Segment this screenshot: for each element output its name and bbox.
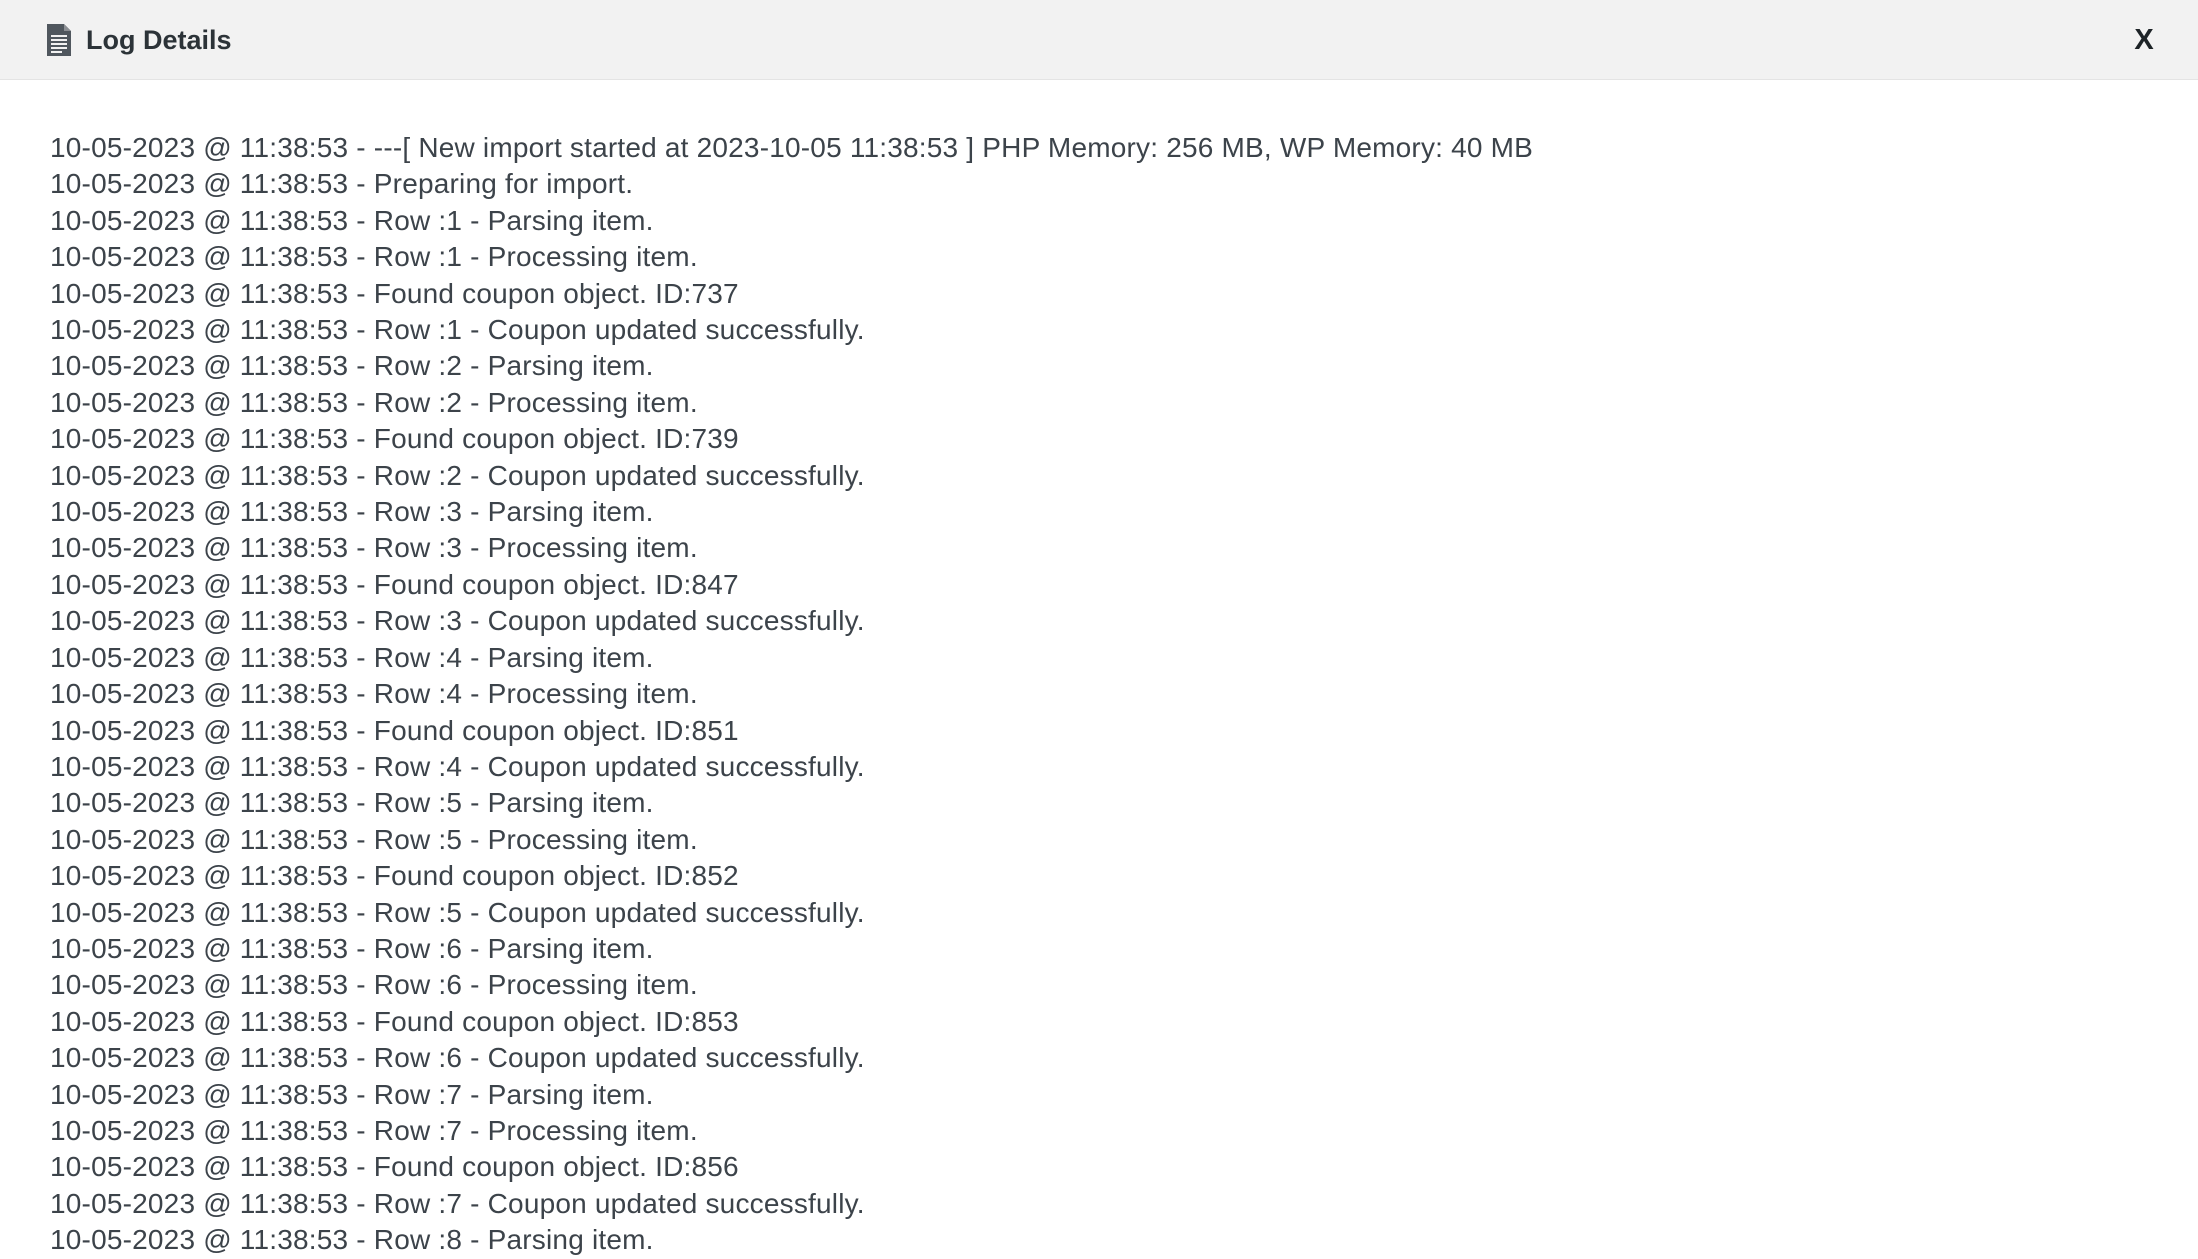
log-content[interactable] [0,80,2198,1256]
log-lines [50,130,2148,1259]
log-line: 10-05-2023 @ 11:38:53 - Row :6 - Processing item. [50,969,698,1001]
document-icon [45,23,73,57]
log-line: 10-05-2023 @ 11:38:53 - Preparing for import. [50,168,634,200]
log-line: 10-05-2023 @ 11:38:53 - Found coupon object. ID:739 [50,423,739,455]
log-line: 10-05-2023 @ 11:38:53 - Row :7 - Coupon updated successfully. [50,1187,865,1219]
log-line: 10-05-2023 @ 11:38:53 - Row :5 - Parsing item. [50,787,654,819]
log-line: 10-05-2023 @ 11:38:53 - Found coupon object. ID:851 [50,714,739,746]
log-line: 10-05-2023 @ 11:38:53 - Found coupon object. ID:737 [50,277,739,309]
log-line: 10-05-2023 @ 11:38:53 - Row :6 - Parsing item. [50,932,654,964]
modal-header [0,0,2198,80]
log-line: 10-05-2023 @ 11:38:53 - Row :4 - Coupon updated successfully. [50,750,865,782]
log-line: 10-05-2023 @ 11:38:53 - Row :4 - Parsing item. [50,641,654,673]
log-line: 10-05-2023 @ 11:38:53 - Row :1 - Coupon updated successfully. [50,314,865,346]
log-line: 10-05-2023 @ 11:38:53 - Row :4 - Processing item. [50,678,698,710]
log-line: 10-05-2023 @ 11:38:53 - Row :6 - Coupon updated successfully. [50,1042,865,1074]
log-line: 10-05-2023 @ 11:38:53 - Row :7 - Parsing item. [50,1078,654,1110]
modal-title: Log Details [86,25,232,55]
close-button[interactable]: X [2134,24,2154,56]
log-line: 10-05-2023 @ 11:38:53 - Row :2 - Parsing item. [50,350,654,382]
log-line: 10-05-2023 @ 11:38:53 - Row :3 - Parsing item. [50,496,654,528]
log-line: 10-05-2023 @ 11:38:53 - Found coupon object. ID:847 [50,568,739,600]
log-line: 10-05-2023 @ 11:38:53 - Row :1 - Parsing item. [50,204,654,236]
log-line: 10-05-2023 @ 11:38:53 - Found coupon object. ID:852 [50,860,739,892]
log-line: 10-05-2023 @ 11:38:53 - ---[ New import started at 2023-10-05 11:38:53 ] PHP Memory: 256 MB, WP Memory: 40 MB [50,132,1534,163]
log-line: 10-05-2023 @ 11:38:53 - Found coupon object. ID:853 [50,1005,739,1037]
log-line: 10-05-2023 @ 11:38:53 - Found coupon object. ID:856 [50,1151,739,1183]
log-line: 10-05-2023 @ 11:38:53 - Row :2 - Processing item. [50,386,698,418]
log-line: 10-05-2023 @ 11:38:53 - Row :1 - Processing item. [50,241,698,273]
log-line: 10-05-2023 @ 11:38:53 - Row :3 - Coupon updated successfully. [50,605,865,637]
log-line: 10-05-2023 @ 11:38:53 - Row :3 - Processing item. [50,532,698,564]
log-line: 10-05-2023 @ 11:38:53 - Row :8 - Parsing item. [50,1224,654,1256]
log-line: 10-05-2023 @ 11:38:53 - Row :2 - Coupon updated successfully. [50,459,865,491]
log-line: 10-05-2023 @ 11:38:53 - Row :7 - Processing item. [50,1114,698,1146]
log-line: 10-05-2023 @ 11:38:53 - Row :5 - Processing item. [50,823,698,855]
log-line: 10-05-2023 @ 11:38:53 - Row :5 - Coupon updated successfully. [50,896,865,928]
